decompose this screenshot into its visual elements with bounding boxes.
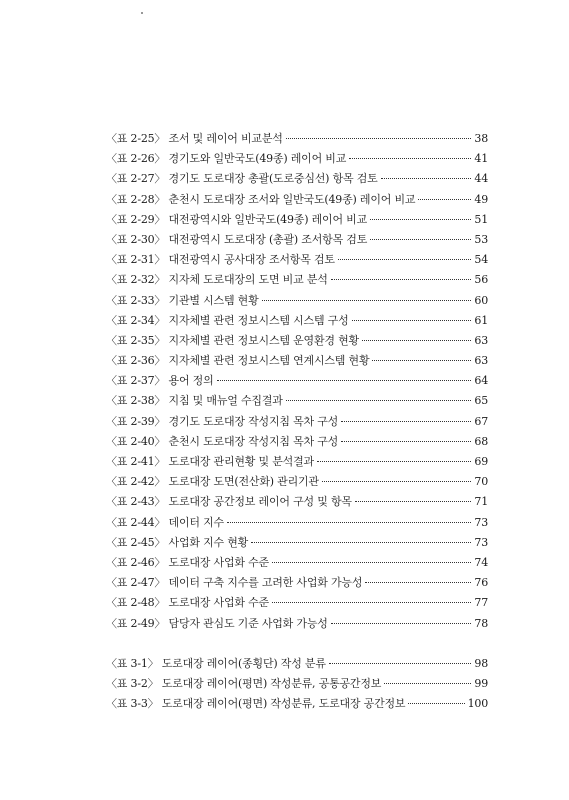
toc-entry-label: 〈표 2-44〉 데이터 지수 [106,515,224,529]
toc-entry-label: 〈표 2-34〉 지자체별 관련 정보시스템 시스템 구성 [106,313,349,327]
toc-dot-leader [331,623,472,624]
toc-group-chapter-2 [106,129,488,634]
toc-entry-label: 〈표 2-45〉 사업화 지수 현황 [106,535,249,549]
toc-dot-leader [251,542,471,543]
toc-entry [106,371,488,391]
toc-entry-page-number: 65 [474,394,488,408]
toc-entry [106,573,488,593]
toc-entry-page-number: 56 [474,273,488,287]
toc-entry [106,593,488,613]
toc-entry-page-number: 63 [474,333,488,347]
toc-dot-leader [349,158,471,159]
toc-dot-leader [372,360,471,361]
toc-entry-page-number: 44 [474,172,488,186]
toc-entry-page-number: 70 [474,475,488,489]
table-of-tables-list [106,129,488,714]
toc-entry-label: 〈표 2-46〉 도로대장 사업화 수준 [106,555,269,569]
toc-entry [106,391,488,411]
toc-entry-page-number: 73 [474,515,488,529]
toc-entry-page-number: 67 [474,414,488,428]
toc-entry-label: 〈표 2-41〉 도로대장 관리현황 및 분석결과 [106,455,314,468]
toc-entry [106,149,488,169]
toc-entry-page-number: 64 [474,374,488,388]
toc-entry-page-number: 54 [474,253,488,267]
toc-entry-page-number: 69 [474,455,488,468]
toc-entry [106,311,488,331]
toc-dot-leader [272,562,471,563]
toc-entry-page-number: 60 [474,293,488,307]
toc-entry-label: 〈표 2-29〉 대전광역시와 일반국도(49종) 레이어 비교 [106,212,368,226]
toc-entry-page-number: 38 [474,132,488,145]
toc-dot-leader [272,602,471,603]
toc-entry [106,270,488,290]
toc-entry [106,654,488,674]
toc-entry-label: 〈표 2-25〉 조서 및 레이어 비교분석 [106,132,283,145]
toc-entry-page-number: 68 [474,434,488,448]
toc-entry-label: 〈표 2-43〉 도로대장 공간정보 레이어 구성 및 항목 [106,495,352,509]
toc-entry-page-number: 99 [474,676,488,690]
toc-entry-label: 〈표 2-26〉 경기도와 일반국도(49종) 레이어 비교 [106,152,347,166]
toc-entry [106,190,488,210]
toc-dot-leader [370,239,471,240]
toc-dot-leader [329,663,472,664]
toc-entry-label: 〈표 2-49〉 담당자 관심도 기준 사업화 가능성 [106,616,328,630]
toc-entry-page-number: 78 [474,616,488,630]
toc-entry [106,129,488,149]
toc-entry-label: 〈표 2-37〉 용어 정의 [106,374,214,388]
toc-entry-label: 〈표 2-48〉 도로대장 사업화 수준 [106,596,269,610]
toc-entry [106,533,488,553]
toc-dot-leader [365,582,471,583]
toc-entry [106,412,488,432]
toc-dot-leader [352,320,472,321]
toc-entry [106,331,488,351]
toc-dot-leader [408,703,464,704]
toc-entry-label: 〈표 2-30〉 대전광역시 도로대장 (총괄) 조서항목 검토 [106,232,368,246]
toc-dot-leader [418,199,471,200]
toc-entry [106,452,488,472]
toc-entry-label: 〈표 2-42〉 도로대장 도면(전산화) 관리기관 [106,475,319,489]
toc-dot-leader [341,421,471,422]
toc-entry [106,432,488,452]
toc-dot-leader [341,441,471,442]
toc-dot-leader [331,279,472,280]
toc-entry-page-number: 61 [474,313,488,327]
toc-entry-label: 〈표 2-28〉 춘천시 도로대장 조서와 일반국도(49종) 레이어 비교 [106,192,416,206]
toc-entry [106,492,488,512]
toc-entry-page-number: 49 [474,192,488,206]
toc-dot-leader [322,481,472,482]
toc-entry-page-number: 73 [474,535,488,549]
toc-entry-label: 〈표 2-33〉 기관별 시스템 현황 [106,293,259,307]
toc-group-chapter-3 [106,654,488,715]
toc-entry-label: 〈표 2-39〉 경기도 도로대장 작성지침 목차 구성 [106,414,339,428]
scan-speck [141,12,143,14]
toc-dot-leader [370,219,471,220]
toc-entry-label: 〈표 2-27〉 경기도 도로대장 총괄(도로중심선) 항목 검토 [106,172,378,186]
toc-entry [106,694,488,714]
toc-entry-label: 〈표 2-32〉 지자체 도로대장의 도면 비교 분석 [106,273,328,287]
toc-entry-page-number: 76 [474,576,488,590]
toc-dot-leader [338,259,472,260]
toc-dot-leader [317,461,471,462]
toc-entry-page-number: 41 [474,152,488,166]
toc-entry-label: 〈표 2-38〉 지침 및 매뉴얼 수집결과 [106,394,283,408]
toc-entry-page-number: 98 [474,656,488,670]
toc-entry-label: 〈표 2-47〉 데이터 구축 지수를 고려한 사업화 가능성 [106,576,363,590]
toc-dot-leader [362,340,471,341]
toc-entry-label: 〈표 3-2〉 도로대장 레이어(평면) 작성분류, 공통공간정보 [106,676,382,690]
toc-dot-leader [262,300,472,301]
toc-entry-page-number: 53 [474,232,488,246]
toc-dot-leader [286,138,472,139]
toc-entry [106,230,488,250]
toc-entry [106,513,488,533]
toc-entry-page-number: 71 [474,495,488,509]
toc-entry [106,351,488,371]
toc-entry [106,553,488,573]
toc-entry-label: 〈표 2-36〉 지자체별 관련 정보시스템 연계시스템 현황 [106,354,370,368]
toc-entry [106,674,488,694]
toc-entry-label: 〈표 2-35〉 지자체별 관련 정보시스템 운영환경 현황 [106,333,359,347]
toc-entry [106,291,488,311]
toc-entry-page-number: 63 [474,354,488,368]
toc-entry-label: 〈표 2-31〉 대전광역시 공사대장 조서항목 검토 [106,253,335,267]
toc-entry-page-number: 51 [474,212,488,226]
toc-dot-leader [381,178,472,179]
toc-entry [106,250,488,270]
toc-entry-label: 〈표 2-40〉 춘천시 도로대장 작성지침 목차 구성 [106,434,339,448]
toc-entry [106,614,488,634]
toc-entry-page-number: 74 [474,555,488,569]
toc-entry-label: 〈표 3-3〉 도로대장 레이어(평면) 작성분류, 도로대장 공간정보 [106,697,406,711]
toc-entry [106,472,488,492]
toc-dot-leader [286,400,472,401]
toc-dot-leader [217,380,472,381]
toc-entry-page-number: 77 [474,596,488,610]
toc-dot-leader [384,683,471,684]
toc-dot-leader [355,501,472,502]
toc-entry [106,169,488,189]
toc-entry-page-number: 100 [467,697,488,711]
toc-entry-label: 〈표 3-1〉 도로대장 레이어(종횡단) 작성 분류 [106,656,326,670]
toc-entry [106,210,488,230]
toc-dot-leader [227,522,471,523]
